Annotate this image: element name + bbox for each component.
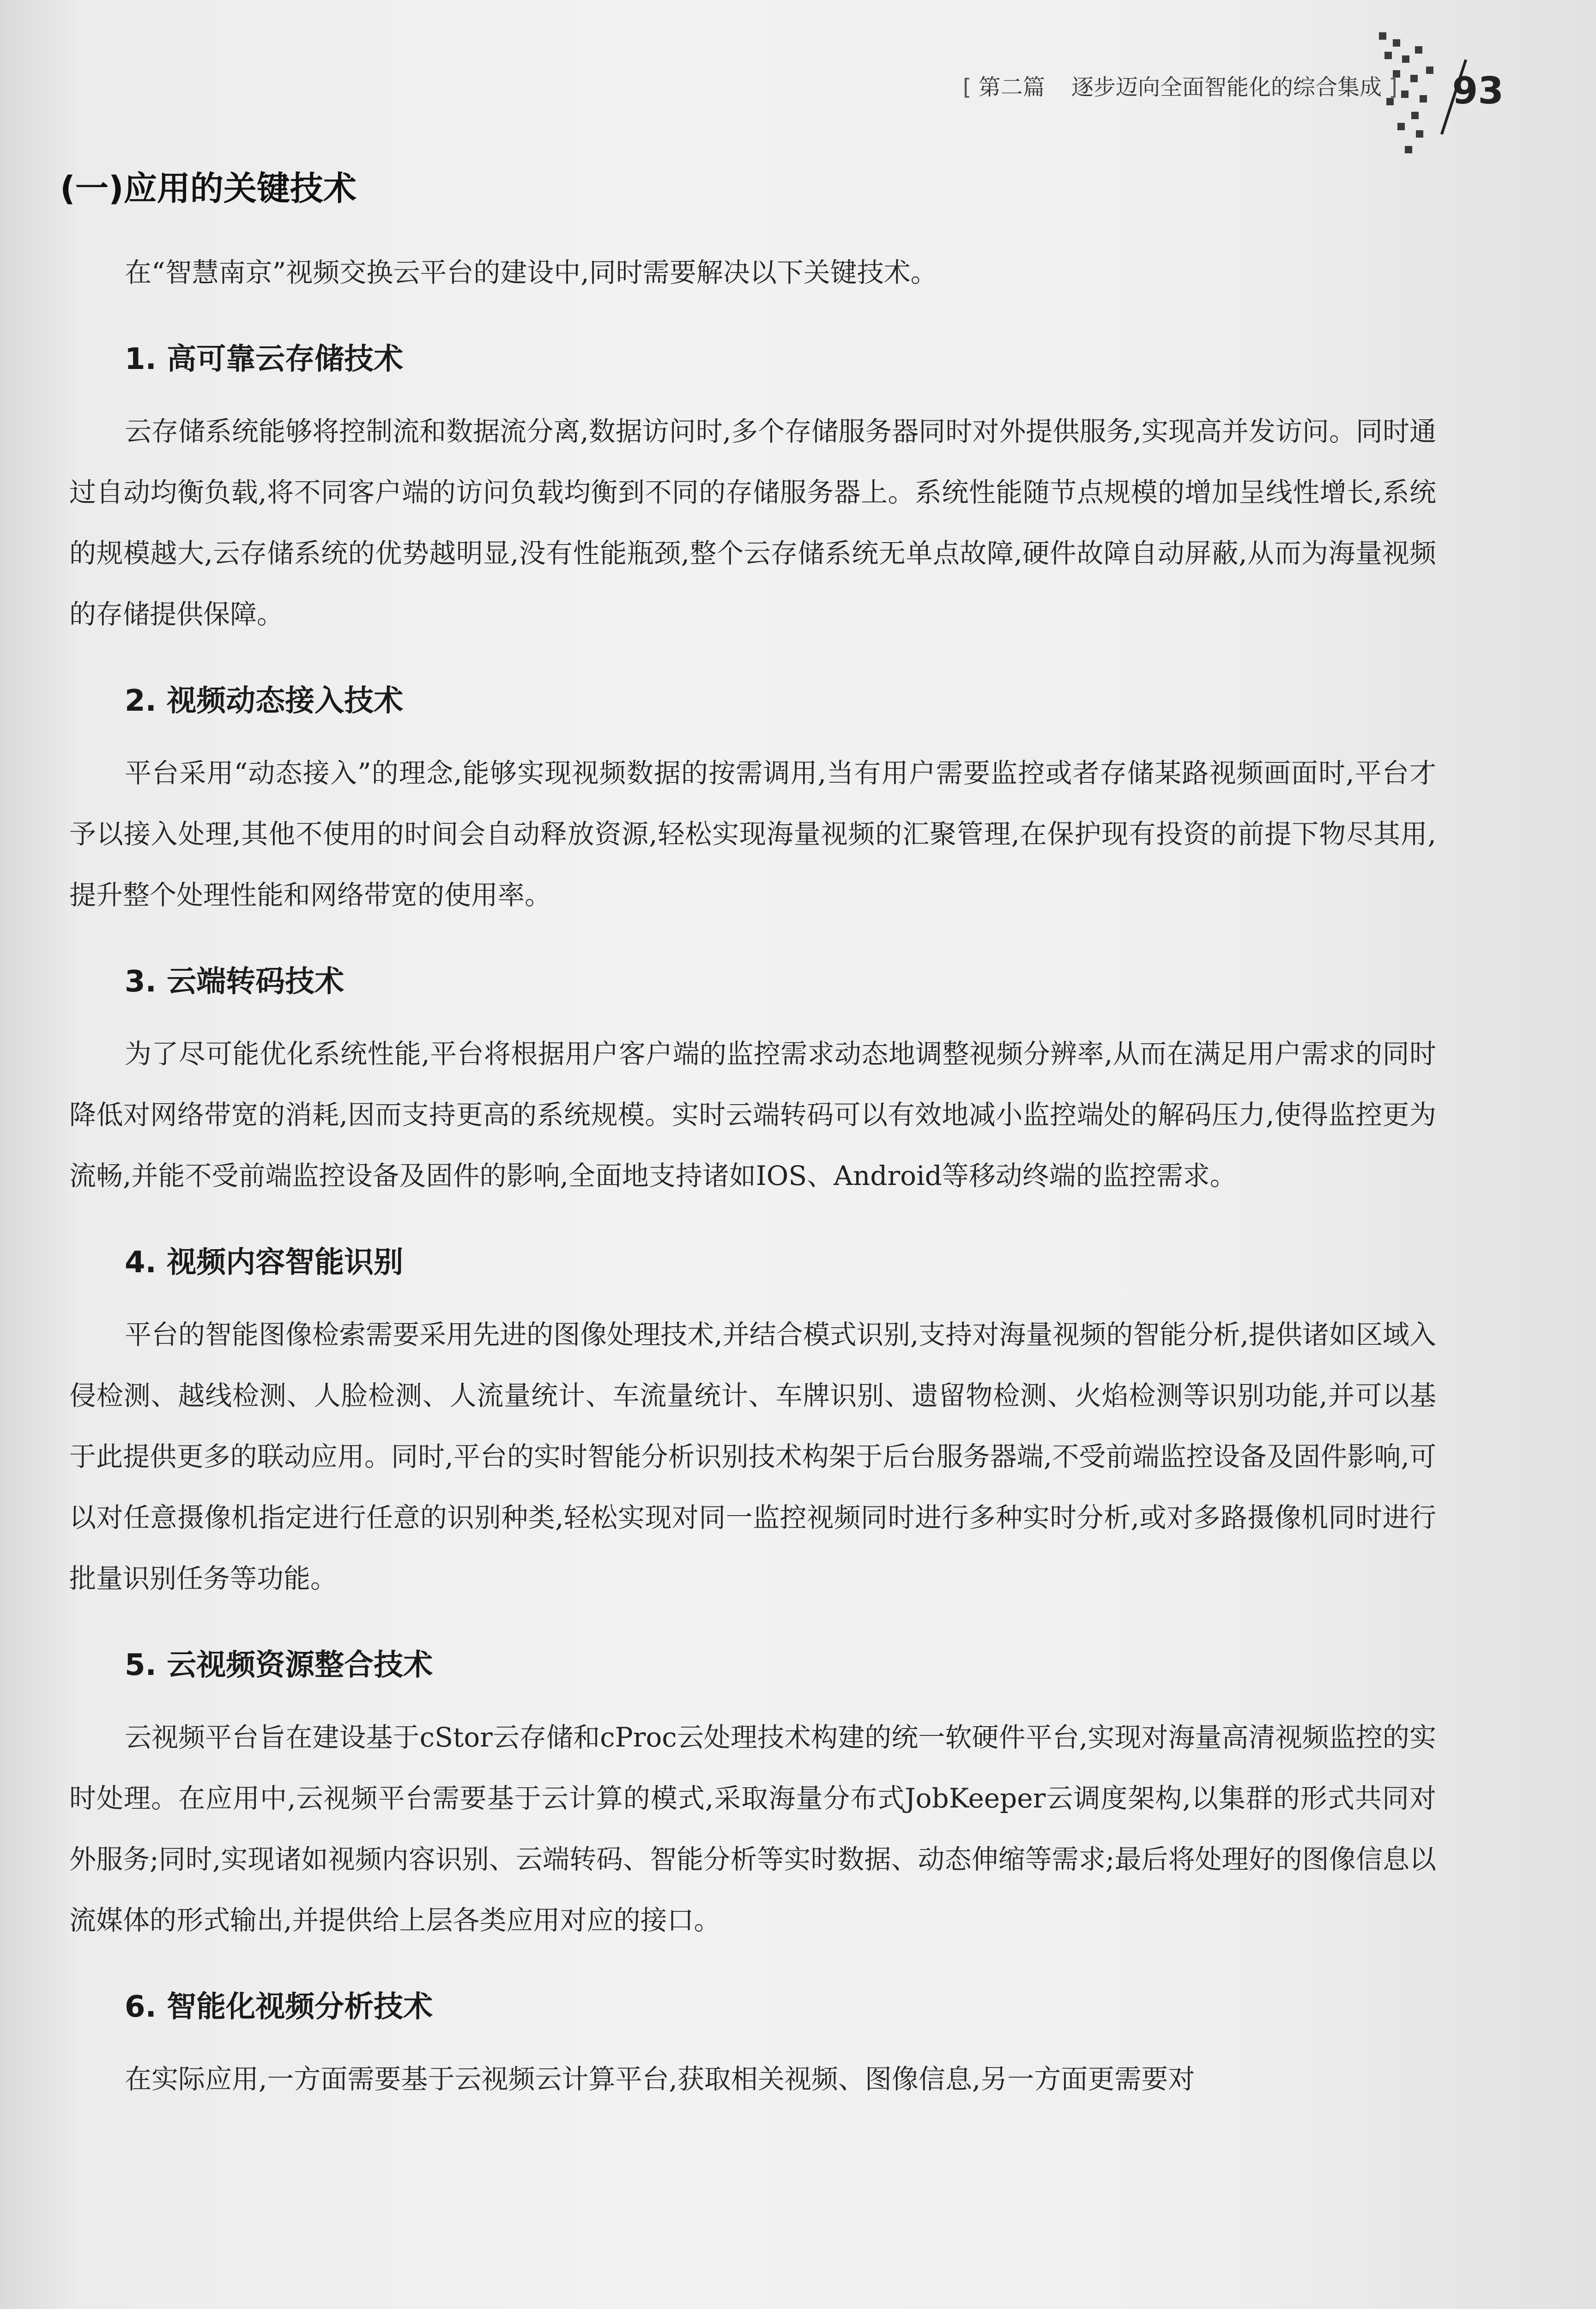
page-number: 93 (1452, 69, 1504, 112)
page-content (60, 162, 1436, 2137)
header-part-label: 第二篇 (978, 74, 1045, 100)
subsection-title: 4. 视频内容智能识别 (125, 1245, 404, 1280)
subsection-title: 6. 智能化视频分析技术 (125, 1990, 433, 2024)
header-title: 逐步迈向全面智能化的综合集成 (1071, 74, 1382, 100)
subsection-title: 5. 云视频资源整合技术 (125, 1648, 433, 1682)
subsection-title: 3. 云端转码技术 (125, 965, 345, 999)
subsection-body: 在实际应用,一方面需要基于云视频云计算平台,获取相关视频、图像信息,另一方面更需要对 (125, 2063, 1195, 2095)
subsection-body: 平台的智能图像检索需要采用先进的图像处理技术,并结合模式识别,支持对海量视频的智能分析,提供诸如区域入侵检测、越线检测、人脸检测、人流量统计、车流量统计、车牌识别、遗留物检测、火焰检测等识别功能,并可以基于此提供更多的联动应用。同时,平台的实时智能分析识别技术构架于后台服务器端,不受前端监控设备及固件影响,可以对任意摄像机指定进行任意的识别种类,轻松实现对同一监控视频同时进行多种实时分析,或对多路摄像机同时进行批量识别任务等功能。 (69, 1319, 1436, 1594)
subsection-title: 1. 高可靠云存储技术 (125, 342, 404, 376)
section-title: (一)应用的关键技术 (60, 169, 357, 208)
header-bracket-open: [ (962, 74, 972, 100)
running-header (963, 69, 1397, 101)
subsection-body: 为了尽可能优化系统性能,平台将根据用户客户端的监控需求动态地调整视频分辨率,从而在满足用户需求的同时降低对网络带宽的消耗,因而支持更高的系统规模。实时云端转码可以有效地减小监控端处的解码压力,使得监控更为流畅,并能不受前端监控设备及固件的影响,全面地支持诸如IOS、Android等移动终端的监控需求。 (69, 1038, 1436, 1191)
subsection-body: 平台采用“动态接入”的理念,能够实现视频数据的按需调用,当有用户需要监控或者存储某路视频画面时,平台才予以接入处理,其他不使用的时间会自动释放资源,轻松实现海量视频的汇聚管理,在保护现有投资的前提下物尽其用,提升整个处理性能和网络带宽的使用率。 (69, 757, 1436, 911)
subsection-body: 云视频平台旨在建设基于cStor云存储和cProc云处理技术构建的统一软硬件平台,实现对海量高清视频监控的实时处理。在应用中,云视频平台需要基于云计算的模式,采取海量分布式JobKeeper云调度架构,以集群的形式共同对外服务;同时,实现诸如视频内容识别、云端转码、智能分析等实时数据、动态伸缩等需求;最后将处理好的图像信息以流媒体的形式输出,并提供给上层各类应用对应的接口。 (69, 1722, 1436, 1936)
subsection-body: 云存储系统能够将控制流和数据流分离,数据访问时,多个存储服务器同时对外提供服务,实现高并发访问。同时通过自动均衡负载,将不同客户端的访问负载均衡到不同的存储服务器上。系统性能随节点规模的增加呈线性增长,系统的规模越大,云存储系统的优势越明显,没有性能瓶颈,整个云存储系统无单点故障,硬件故障自动屏蔽,从而为海量视频的存储提供保障。 (69, 416, 1436, 630)
header-bracket-close: ] (1389, 74, 1397, 100)
subsection-title: 2. 视频动态接入技术 (125, 684, 404, 718)
section-intro: 在“智慧南京”视频交换云平台的建设中,同时需要解决以下关键技术。 (125, 257, 937, 288)
